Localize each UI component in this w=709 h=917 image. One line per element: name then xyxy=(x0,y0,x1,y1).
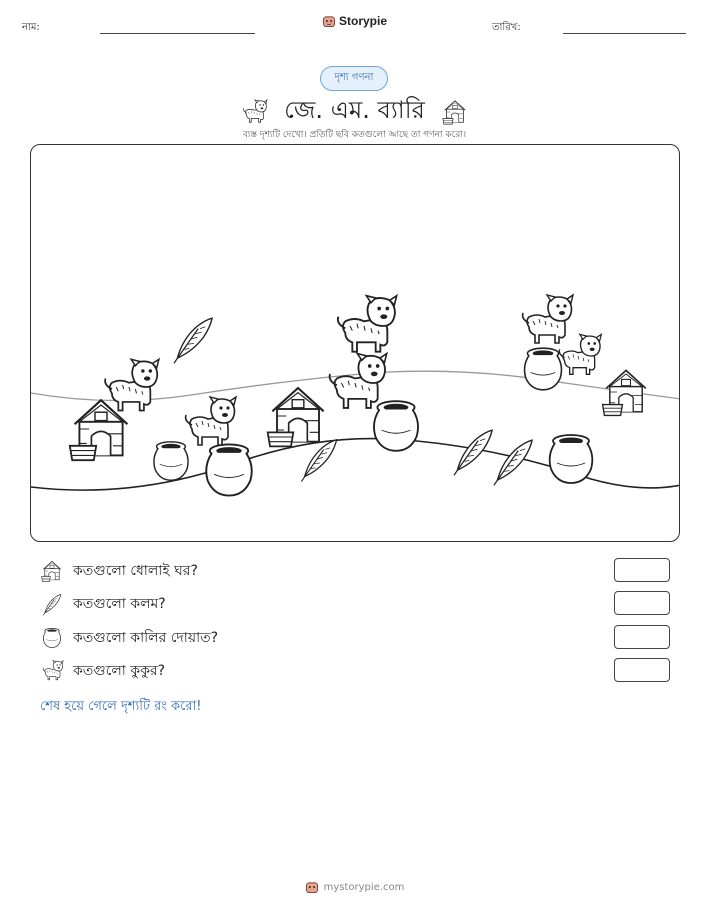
quill-4 xyxy=(494,440,532,485)
question-row-quill xyxy=(40,591,670,617)
storypie-logo-icon xyxy=(322,14,336,28)
dog-icon xyxy=(240,98,268,126)
date-label: তারিখ: xyxy=(492,22,521,33)
date-line[interactable] xyxy=(563,33,686,34)
question-text: কতগুলো কুকুর? xyxy=(73,663,166,679)
wash-house-icon xyxy=(40,559,64,583)
answer-box-ink-pot[interactable] xyxy=(614,625,670,649)
question-text: কতগুলো ধোলাই ঘর? xyxy=(73,563,198,579)
answer-box-wash-house[interactable] xyxy=(614,558,670,582)
dog-5 xyxy=(523,295,573,343)
counting-scene[interactable] xyxy=(30,144,680,542)
ink-pot-4 xyxy=(525,348,562,390)
ink-pot-1 xyxy=(154,442,188,480)
dog-4 xyxy=(330,354,387,408)
brand-name: Storypie xyxy=(339,14,388,28)
question-row-wash-house xyxy=(40,558,670,584)
quill-1 xyxy=(174,318,212,363)
quill-pen-icon xyxy=(40,592,64,616)
dog-3 xyxy=(338,296,397,352)
dog-icon xyxy=(40,659,64,683)
name-label: নাম: xyxy=(22,22,40,33)
ink-pot-3 xyxy=(374,401,418,451)
finish-instruction: শেষ হয়ে গেলে দৃশ্যটি রং করো! xyxy=(40,699,202,714)
footer-url[interactable]: mystorypie.com xyxy=(323,881,405,893)
footer xyxy=(0,880,709,894)
answer-box-quill[interactable] xyxy=(614,591,670,615)
quill-2 xyxy=(301,440,336,482)
page-title: জে. এম. ব্যারি xyxy=(284,96,425,124)
question-text: কতগুলো কালির দোয়াত? xyxy=(73,630,219,646)
storypie-logo-icon xyxy=(305,880,319,894)
answer-box-dog[interactable] xyxy=(614,658,670,682)
ink-pot-icon xyxy=(40,626,64,650)
dog-1 xyxy=(105,359,159,410)
dog-6 xyxy=(559,334,601,374)
dog-2 xyxy=(186,397,236,445)
wash-house-icon xyxy=(441,98,469,126)
title-row xyxy=(0,92,709,132)
question-text: কতগুলো কলম? xyxy=(73,596,166,612)
ink-pot-5 xyxy=(550,435,593,483)
question-row-dog xyxy=(40,658,670,684)
category-badge: দৃশ্য গণনা xyxy=(320,66,388,91)
name-line[interactable] xyxy=(100,33,255,34)
instruction-text: ব্যস্ত দৃশ্যটি দেখো। প্রতিটি ছবি কতগুলো আছে তা গণনা করো। xyxy=(242,130,467,140)
quill-3 xyxy=(454,430,492,475)
wash-house-3 xyxy=(603,370,646,415)
question-row-ink-pot xyxy=(40,625,670,651)
ink-pot-2 xyxy=(206,444,252,495)
wash-house-2 xyxy=(268,388,324,446)
brand-logo xyxy=(322,14,387,28)
